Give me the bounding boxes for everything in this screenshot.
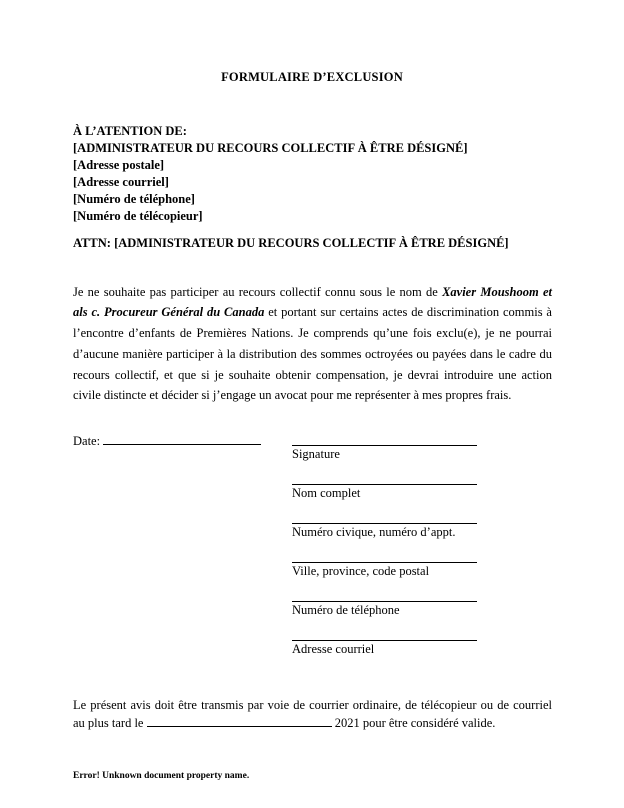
email-address-placeholder: [Adresse courriel]: [73, 175, 169, 189]
date-blank-line[interactable]: [103, 431, 261, 445]
street-number-label: Numéro civique, numéro d’appt.: [292, 525, 456, 539]
signature-fields-column: [292, 430, 477, 664]
street-number-blank-line[interactable]: [292, 508, 477, 524]
body-text-part1: Je ne souhaite pas participer au recours collectif connu sous le nom de: [73, 284, 443, 299]
email-blank-line[interactable]: [292, 625, 477, 641]
case-name: Xavier Moushoom et als c. Procureur Général du Canada: [73, 284, 552, 320]
email-field: [292, 625, 477, 658]
attn-line: ATTN: [ADMINISTRATEUR DU RECOURS COLLECTIF À ÊTRE DÉSIGNÉ]: [73, 236, 509, 250]
recipient-address-block: [73, 123, 552, 225]
signature-field: [292, 430, 477, 463]
full-name-field: [292, 469, 477, 502]
street-number-field: [292, 508, 477, 541]
postal-address-placeholder: [Adresse postale]: [73, 158, 165, 172]
phone-field: [292, 586, 477, 619]
city-province-field: [292, 547, 477, 580]
signature-blank-line[interactable]: [292, 430, 477, 446]
full-name-blank-line[interactable]: [292, 469, 477, 485]
full-name-label: Nom complet: [292, 486, 361, 500]
administrator-placeholder: [ADMINISTRATEUR DU RECOURS COLLECTIF À ÊTRE DÉSIGNÉ]: [73, 141, 468, 155]
deadline-notice: [73, 697, 552, 733]
deadline-text-suffix: 2021 pour être considéré valide.: [331, 716, 496, 730]
signature-label: Signature: [292, 447, 340, 461]
city-province-label: Ville, province, code postal: [292, 564, 430, 578]
deadline-text-part1: Le présent avis doit être transmis par voie de courrier ordinaire, de télécopieur ou de courriel au plus tard le: [73, 697, 552, 730]
email-label: Adresse courriel: [292, 642, 375, 656]
body-text-part2: et portant sur certains actes de discrimination commis à l’encontre d’enfants de Premières Nations. Je comprends qu’une fois exclu(e), je ne pourrai d’aucune manière participer à la distribution des sommes octroyées ou payées dans le cadre du recours collectif, et que si je souhaite obtenir compensation, je devrai introduire une action civile distincte et décider si j’engage un avocat pour me représenter à mes propres frais.: [73, 305, 552, 403]
phone-number-placeholder: [Numéro de téléphone]: [73, 192, 195, 206]
phone-blank-line[interactable]: [292, 586, 477, 602]
date-label: Date:: [73, 434, 101, 448]
page-title: FORMULAIRE D’EXCLUSION: [221, 70, 403, 84]
attention-line: À L’ATENTION DE:: [73, 124, 187, 138]
city-province-blank-line[interactable]: [292, 547, 477, 563]
date-field: [73, 431, 261, 450]
deadline-date-blank-line[interactable]: [147, 714, 332, 727]
body-paragraph: [73, 282, 552, 407]
phone-label: Numéro de téléphone: [292, 603, 400, 617]
fax-number-placeholder: [Numéro de télécopieur]: [73, 209, 203, 223]
document-property-error-text: Error! Unknown document property name.: [73, 771, 250, 781]
